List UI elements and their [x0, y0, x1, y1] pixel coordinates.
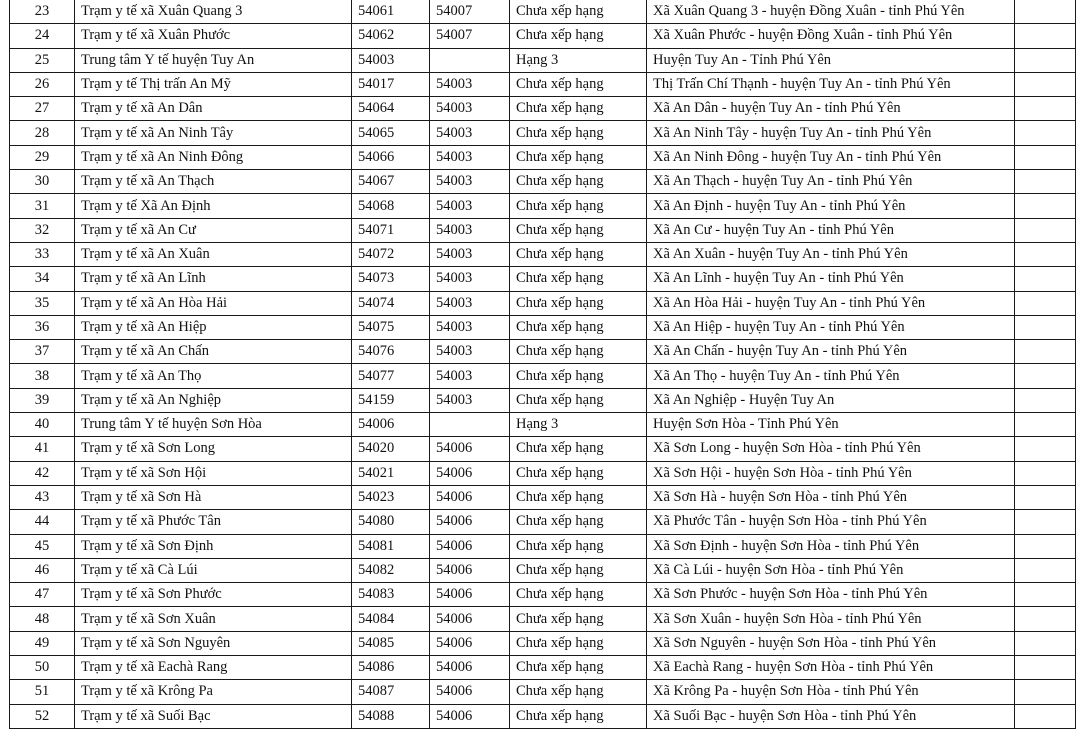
parent-code: 54006	[430, 558, 510, 582]
facility-name: Trạm y tế xã Sơn Xuân	[75, 607, 352, 631]
empty-cell	[1015, 680, 1076, 704]
table-body	[10, 0, 1076, 728]
empty-cell	[1015, 704, 1076, 728]
facility-code: 54081	[352, 534, 430, 558]
table-row	[10, 291, 1076, 315]
parent-code: 54003	[430, 72, 510, 96]
facility-code: 54086	[352, 656, 430, 680]
facility-address: Xã An Lĩnh - huyện Tuy An - tỉnh Phú Yên	[647, 267, 1015, 291]
facility-address: Xã An Xuân - huyện Tuy An - tỉnh Phú Yên	[647, 242, 1015, 266]
facility-rank: Chưa xếp hạng	[510, 170, 647, 194]
facility-code: 54017	[352, 72, 430, 96]
row-number: 24	[10, 24, 75, 48]
table-row	[10, 194, 1076, 218]
row-number: 44	[10, 510, 75, 534]
facility-code: 54082	[352, 558, 430, 582]
facility-name: Trung tâm Y tế huyện Sơn Hòa	[75, 413, 352, 437]
empty-cell	[1015, 170, 1076, 194]
facility-address: Xã Sơn Hà - huyện Sơn Hòa - tỉnh Phú Yên	[647, 485, 1015, 509]
facility-code: 54065	[352, 121, 430, 145]
facility-rank: Chưa xếp hạng	[510, 534, 647, 558]
empty-cell	[1015, 0, 1076, 24]
parent-code: 54003	[430, 121, 510, 145]
facility-rank: Chưa xếp hạng	[510, 510, 647, 534]
facility-name: Trạm y tế xã Suối Bạc	[75, 704, 352, 728]
facility-name: Trạm y tế xã An Hòa Hải	[75, 291, 352, 315]
facility-code: 54006	[352, 413, 430, 437]
facility-code: 54088	[352, 704, 430, 728]
table-row	[10, 388, 1076, 412]
table-row	[10, 0, 1076, 24]
facility-address: Xã Xuân Phước - huyện Đồng Xuân - tỉnh Phú Yên	[647, 24, 1015, 48]
facility-code: 54077	[352, 364, 430, 388]
parent-code: 54006	[430, 607, 510, 631]
row-number: 25	[10, 48, 75, 72]
facility-rank: Chưa xếp hạng	[510, 631, 647, 655]
facility-code: 54080	[352, 510, 430, 534]
facility-code: 54084	[352, 607, 430, 631]
facility-address: Xã Eachà Rang - huyện Sơn Hòa - tỉnh Phú Yên	[647, 656, 1015, 680]
facility-name: Trạm y tế xã An Thạch	[75, 170, 352, 194]
table-row	[10, 607, 1076, 631]
facility-rank: Chưa xếp hạng	[510, 97, 647, 121]
empty-cell	[1015, 437, 1076, 461]
facility-name: Trạm y tế xã Xuân Phước	[75, 24, 352, 48]
row-number: 26	[10, 72, 75, 96]
facility-name: Trạm y tế xã An Thọ	[75, 364, 352, 388]
facility-rank: Chưa xếp hạng	[510, 340, 647, 364]
facility-address: Xã Sơn Xuân - huyện Sơn Hòa - tỉnh Phú Yên	[647, 607, 1015, 631]
facility-rank: Chưa xếp hạng	[510, 72, 647, 96]
empty-cell	[1015, 291, 1076, 315]
facility-name: Trạm y tế xã Cà Lúi	[75, 558, 352, 582]
facility-name: Trạm y tế xã An Xuân	[75, 242, 352, 266]
facility-name: Trạm y tế xã An Ninh Tây	[75, 121, 352, 145]
facility-code: 54075	[352, 315, 430, 339]
parent-code	[430, 413, 510, 437]
facility-name: Trạm y tế xã An Lĩnh	[75, 267, 352, 291]
empty-cell	[1015, 72, 1076, 96]
empty-cell	[1015, 194, 1076, 218]
facility-name: Trạm y tế xã An Ninh Đông	[75, 145, 352, 169]
table-row	[10, 24, 1076, 48]
facility-address: Xã An Ninh Đông - huyện Tuy An - tỉnh Phú Yên	[647, 145, 1015, 169]
parent-code: 54003	[430, 388, 510, 412]
empty-cell	[1015, 121, 1076, 145]
facility-rank: Chưa xếp hạng	[510, 121, 647, 145]
table-row	[10, 656, 1076, 680]
table-row	[10, 170, 1076, 194]
empty-cell	[1015, 510, 1076, 534]
empty-cell	[1015, 558, 1076, 582]
parent-code: 54006	[430, 631, 510, 655]
facility-code: 54085	[352, 631, 430, 655]
table-row	[10, 461, 1076, 485]
facility-rank: Chưa xếp hạng	[510, 364, 647, 388]
row-number: 27	[10, 97, 75, 121]
table-row	[10, 704, 1076, 728]
facility-address: Xã An Chấn - huyện Tuy An - tỉnh Phú Yên	[647, 340, 1015, 364]
facility-name: Trạm y tế xã Sơn Hội	[75, 461, 352, 485]
table-row	[10, 267, 1076, 291]
row-number: 28	[10, 121, 75, 145]
table-row	[10, 680, 1076, 704]
facility-address: Xã Suối Bạc - huyện Sơn Hòa - tỉnh Phú Yên	[647, 704, 1015, 728]
facility-address: Huyện Sơn Hòa - Tỉnh Phú Yên	[647, 413, 1015, 437]
facility-address: Xã An Hòa Hải - huyện Tuy An - tỉnh Phú Yên	[647, 291, 1015, 315]
facility-rank: Chưa xếp hạng	[510, 461, 647, 485]
parent-code: 54003	[430, 315, 510, 339]
facility-rank: Chưa xếp hạng	[510, 24, 647, 48]
facility-address: Xã An Dân - huyện Tuy An - tỉnh Phú Yên	[647, 97, 1015, 121]
empty-cell	[1015, 218, 1076, 242]
empty-cell	[1015, 145, 1076, 169]
facility-code: 54074	[352, 291, 430, 315]
facility-name: Trạm y tế xã An Dân	[75, 97, 352, 121]
facility-rank: Hạng 3	[510, 413, 647, 437]
table-row	[10, 413, 1076, 437]
facility-name: Trạm y tế xã Krông Pa	[75, 680, 352, 704]
empty-cell	[1015, 24, 1076, 48]
facility-name: Trạm y tế Thị trấn An Mỹ	[75, 72, 352, 96]
row-number: 48	[10, 607, 75, 631]
row-number: 45	[10, 534, 75, 558]
facility-name: Trạm y tế xã Sơn Phước	[75, 583, 352, 607]
facility-code: 54003	[352, 48, 430, 72]
facility-address: Xã Phước Tân - huyện Sơn Hòa - tỉnh Phú Yên	[647, 510, 1015, 534]
table-row	[10, 340, 1076, 364]
facility-code: 54073	[352, 267, 430, 291]
facility-rank: Chưa xếp hạng	[510, 388, 647, 412]
row-number: 40	[10, 413, 75, 437]
parent-code: 54003	[430, 194, 510, 218]
row-number: 47	[10, 583, 75, 607]
empty-cell	[1015, 607, 1076, 631]
facility-rank: Chưa xếp hạng	[510, 242, 647, 266]
empty-cell	[1015, 388, 1076, 412]
facility-name: Trạm y tế xã Sơn Long	[75, 437, 352, 461]
table-row	[10, 437, 1076, 461]
facility-name: Trạm y tế xã Xuân Quang 3	[75, 0, 352, 24]
facility-name: Trạm y tế Xã An Định	[75, 194, 352, 218]
table-row	[10, 631, 1076, 655]
parent-code: 54003	[430, 291, 510, 315]
row-number: 52	[10, 704, 75, 728]
facility-address: Huyện Tuy An - Tỉnh Phú Yên	[647, 48, 1015, 72]
row-number: 35	[10, 291, 75, 315]
facility-table	[9, 0, 1076, 729]
parent-code: 54003	[430, 364, 510, 388]
parent-code: 54006	[430, 583, 510, 607]
facility-address: Xã An Hiệp - huyện Tuy An - tỉnh Phú Yên	[647, 315, 1015, 339]
facility-code: 54159	[352, 388, 430, 412]
parent-code: 54003	[430, 97, 510, 121]
row-number: 37	[10, 340, 75, 364]
facility-name: Trạm y tế xã An Hiệp	[75, 315, 352, 339]
facility-name: Trạm y tế xã An Chấn	[75, 340, 352, 364]
empty-cell	[1015, 534, 1076, 558]
facility-code: 54023	[352, 485, 430, 509]
table-row	[10, 315, 1076, 339]
table-row	[10, 242, 1076, 266]
facility-code: 54066	[352, 145, 430, 169]
parent-code: 54007	[430, 0, 510, 24]
parent-code: 54003	[430, 340, 510, 364]
parent-code: 54006	[430, 534, 510, 558]
facility-address: Xã An Ninh Tây - huyện Tuy An - tỉnh Phú Yên	[647, 121, 1015, 145]
facility-rank: Chưa xếp hạng	[510, 607, 647, 631]
row-number: 36	[10, 315, 75, 339]
table-row	[10, 510, 1076, 534]
table-row	[10, 72, 1076, 96]
facility-rank: Chưa xếp hạng	[510, 558, 647, 582]
row-number: 31	[10, 194, 75, 218]
table-row	[10, 145, 1076, 169]
row-number: 30	[10, 170, 75, 194]
facility-address: Xã Cà Lúi - huyện Sơn Hòa - tỉnh Phú Yên	[647, 558, 1015, 582]
parent-code: 54003	[430, 145, 510, 169]
facility-rank: Hạng 3	[510, 48, 647, 72]
parent-code: 54007	[430, 24, 510, 48]
facility-code: 54067	[352, 170, 430, 194]
table-row	[10, 583, 1076, 607]
facility-name: Trạm y tế xã Eachà Rang	[75, 656, 352, 680]
parent-code: 54006	[430, 680, 510, 704]
empty-cell	[1015, 315, 1076, 339]
row-number: 46	[10, 558, 75, 582]
facility-code: 54061	[352, 0, 430, 24]
parent-code: 54006	[430, 461, 510, 485]
facility-address: Xã Sơn Nguyên - huyện Sơn Hòa - tỉnh Phú Yên	[647, 631, 1015, 655]
empty-cell	[1015, 364, 1076, 388]
parent-code: 54006	[430, 510, 510, 534]
facility-address: Xã An Cư - huyện Tuy An - tỉnh Phú Yên	[647, 218, 1015, 242]
facility-code: 54021	[352, 461, 430, 485]
facility-rank: Chưa xếp hạng	[510, 218, 647, 242]
parent-code: 54006	[430, 485, 510, 509]
table-row	[10, 97, 1076, 121]
empty-cell	[1015, 340, 1076, 364]
facility-name: Trạm y tế xã Phước Tân	[75, 510, 352, 534]
facility-address: Xã Sơn Định - huyện Sơn Hòa - tỉnh Phú Yên	[647, 534, 1015, 558]
parent-code: 54006	[430, 656, 510, 680]
row-number: 39	[10, 388, 75, 412]
facility-name: Trạm y tế xã An Nghiệp	[75, 388, 352, 412]
empty-cell	[1015, 267, 1076, 291]
facility-rank: Chưa xếp hạng	[510, 583, 647, 607]
facility-address: Xã Sơn Phước - huyện Sơn Hòa - tỉnh Phú Yên	[647, 583, 1015, 607]
facility-rank: Chưa xếp hạng	[510, 437, 647, 461]
facility-address: Xã An Nghiệp - Huyện Tuy An	[647, 388, 1015, 412]
empty-cell	[1015, 485, 1076, 509]
facility-rank: Chưa xếp hạng	[510, 680, 647, 704]
empty-cell	[1015, 413, 1076, 437]
parent-code: 54003	[430, 242, 510, 266]
row-number: 42	[10, 461, 75, 485]
facility-address: Xã Sơn Hội - huyện Sơn Hòa - tỉnh Phú Yên	[647, 461, 1015, 485]
facility-code: 54083	[352, 583, 430, 607]
facility-address: Thị Trấn Chí Thạnh - huyện Tuy An - tỉnh Phú Yên	[647, 72, 1015, 96]
facility-address: Xã An Thọ - huyện Tuy An - tỉnh Phú Yên	[647, 364, 1015, 388]
facility-rank: Chưa xếp hạng	[510, 315, 647, 339]
parent-code: 54006	[430, 437, 510, 461]
parent-code: 54006	[430, 704, 510, 728]
row-number: 32	[10, 218, 75, 242]
facility-code: 54068	[352, 194, 430, 218]
row-number: 43	[10, 485, 75, 509]
empty-cell	[1015, 242, 1076, 266]
row-number: 41	[10, 437, 75, 461]
table-row	[10, 121, 1076, 145]
facility-rank: Chưa xếp hạng	[510, 267, 647, 291]
facility-code: 54062	[352, 24, 430, 48]
facility-address: Xã Krông Pa - huyện Sơn Hòa - tỉnh Phú Yên	[647, 680, 1015, 704]
facility-name: Trạm y tế xã An Cư	[75, 218, 352, 242]
facility-rank: Chưa xếp hạng	[510, 485, 647, 509]
facility-name: Trung tâm Y tế huyện Tuy An	[75, 48, 352, 72]
facility-code: 54076	[352, 340, 430, 364]
parent-code: 54003	[430, 218, 510, 242]
empty-cell	[1015, 48, 1076, 72]
facility-address: Xã An Định - huyện Tuy An - tỉnh Phú Yên	[647, 194, 1015, 218]
facility-address: Xã Xuân Quang 3 - huyện Đồng Xuân - tỉnh Phú Yên	[647, 0, 1015, 24]
row-number: 51	[10, 680, 75, 704]
row-number: 23	[10, 0, 75, 24]
table-row	[10, 558, 1076, 582]
facility-name: Trạm y tế xã Sơn Định	[75, 534, 352, 558]
facility-name: Trạm y tế xã Sơn Hà	[75, 485, 352, 509]
facility-code: 54064	[352, 97, 430, 121]
row-number: 50	[10, 656, 75, 680]
parent-code: 54003	[430, 170, 510, 194]
facility-address: Xã Sơn Long - huyện Sơn Hòa - tỉnh Phú Yên	[647, 437, 1015, 461]
facility-code: 54087	[352, 680, 430, 704]
facility-name: Trạm y tế xã Sơn Nguyên	[75, 631, 352, 655]
empty-cell	[1015, 656, 1076, 680]
facility-rank: Chưa xếp hạng	[510, 656, 647, 680]
facility-rank: Chưa xếp hạng	[510, 145, 647, 169]
row-number: 49	[10, 631, 75, 655]
parent-code: 54003	[430, 267, 510, 291]
empty-cell	[1015, 461, 1076, 485]
facility-rank: Chưa xếp hạng	[510, 0, 647, 24]
facility-address: Xã An Thạch - huyện Tuy An - tỉnh Phú Yên	[647, 170, 1015, 194]
empty-cell	[1015, 97, 1076, 121]
empty-cell	[1015, 583, 1076, 607]
table-row	[10, 485, 1076, 509]
facility-code: 54020	[352, 437, 430, 461]
facility-code: 54072	[352, 242, 430, 266]
table-row	[10, 534, 1076, 558]
table-row	[10, 364, 1076, 388]
facility-code: 54071	[352, 218, 430, 242]
row-number: 29	[10, 145, 75, 169]
row-number: 33	[10, 242, 75, 266]
facility-rank: Chưa xếp hạng	[510, 704, 647, 728]
row-number: 38	[10, 364, 75, 388]
row-number: 34	[10, 267, 75, 291]
table-row	[10, 218, 1076, 242]
parent-code	[430, 48, 510, 72]
table-row	[10, 48, 1076, 72]
empty-cell	[1015, 631, 1076, 655]
facility-rank: Chưa xếp hạng	[510, 291, 647, 315]
facility-rank: Chưa xếp hạng	[510, 194, 647, 218]
